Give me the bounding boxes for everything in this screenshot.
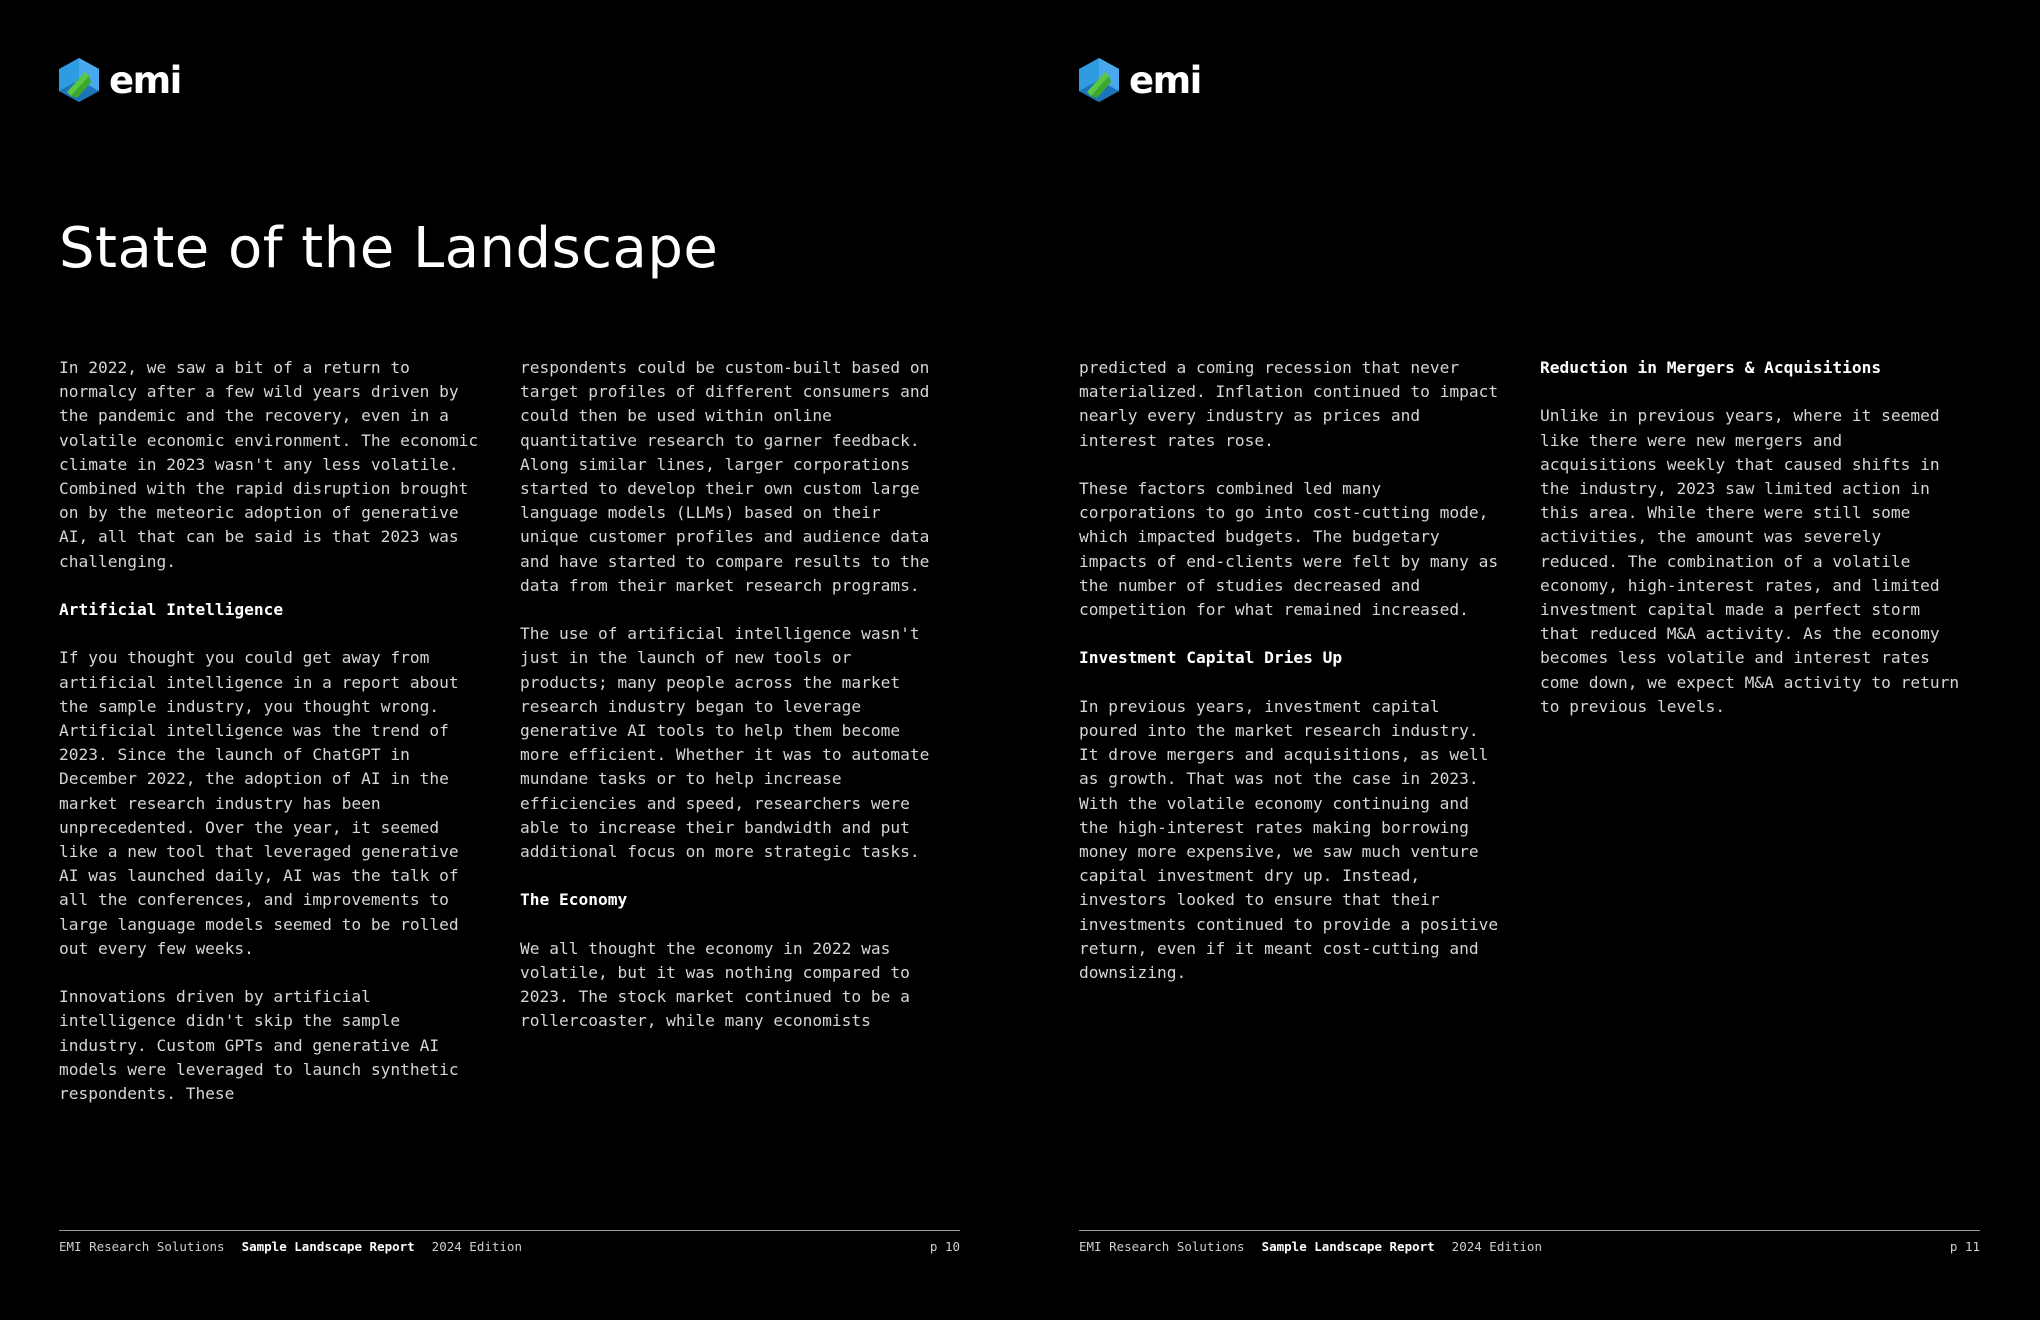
footer-org: EMI Research Solutions [1079, 1238, 1245, 1254]
footer-report-title: Sample Landscape Report [241, 1238, 415, 1254]
footer-divider [59, 1230, 960, 1231]
emi-hexagon-icon [59, 58, 99, 102]
logo [59, 58, 181, 102]
logo-wordmark: emi [109, 58, 181, 102]
footer-org: EMI Research Solutions [59, 1238, 225, 1254]
right-column-1 [1079, 356, 1499, 1009]
right-page [1020, 0, 2040, 1320]
paragraph: predicted a coming recession that never materialized. Inflation continued to impact nearly every industry as prices and interest rates rose. [1079, 358, 1499, 450]
section-heading: Reduction in Mergers & Acquisitions [1540, 358, 1882, 377]
page-number: p 11 [1949, 1238, 1980, 1254]
page-footer [59, 1238, 960, 1254]
footer-report-title: Sample Landscape Report [1261, 1238, 1435, 1254]
paragraph: In previous years, investment capital poured into the market research industry. It drove mergers and acquisitions, as well as growth. That was not the case in 2023. With the volatile economy continuing and the high-interest rates making borrowing money more expensive, we saw much venture capital investment dry up. Instead, investors looked to ensure that their investments continued to provide a positive return, even if it meant cost-cutting and downsizing. [1079, 696, 1499, 983]
paragraph: We all thought the economy in 2022 was volatile, but it was nothing compared to 2023. The stock market continued to be a rollercoaster, while many economists [520, 938, 910, 1031]
right-column-2 [1540, 356, 1960, 743]
paragraph: Unlike in previous years, where it seemed like there were new mergers and acquisitions weekly that caused shifts in the industry, 2023 saw limited action in this area. While there were still some activities, the amount was severely reduced. The combination of a volatile economy, high-interest rates, and limited investment capital made a perfect storm that reduced M&A activity. As the economy becomes less volatile and interest rates come down, we expect M&A activity to return to previous levels. [1540, 406, 1960, 716]
paragraph: respondents could be custom-built based on target profiles of different consumers and could then be used within online quantitative research to garner feedback. Along similar lines, larger corporations started to develop their own custom large language models (LLMs) based on their unique customer profiles and audience data and have started to compare results to the data from their market research programs. [520, 358, 930, 595]
section-heading: Artificial Intelligence [59, 600, 284, 620]
logo [1079, 58, 1201, 102]
left-column-1 [59, 356, 479, 1130]
paragraph: The use of artificial intelligence wasn't just in the launch of new tools or products; many people across the market research industry began to leverage generative AI tools to help them become more efficient. Whether it was to automate mundane tasks or to help increase efficiencies and speed, researchers were able to increase their bandwidth and put additional focus on more strategic tasks. [520, 624, 930, 862]
section-heading: Investment Capital Dries Up [1079, 648, 1343, 668]
page-title: State of the Landscape [59, 216, 719, 281]
paragraph: These factors combined led many corporations to go into cost-cutting mode, which impacted budgets. The budgetary impacts of end-clients were felt by many as the number of studies decreased and competition for what remained increased. [1079, 479, 1499, 620]
paragraph: In 2022, we saw a bit of a return to normalcy after a few wild years driven by the pandemic and the recovery, even in a volatile economic environment. The economic climate in 2023 wasn't any less volatile. Combined with the rapid disruption brought on by the meteoric adoption of generative AI, all that can be said is that 2023 was challenging. [59, 358, 479, 571]
footer-edition: 2024 Edition [1451, 1238, 1542, 1254]
paragraph: Innovations driven by artificial intelligence didn't skip the sample industry. Custom GPTs and generative AI models were leveraged to launch synthetic respondents. These [59, 987, 459, 1104]
footer-edition: 2024 Edition [431, 1238, 522, 1254]
page-footer [1079, 1238, 1980, 1254]
page-number: p 10 [929, 1238, 960, 1254]
left-column-2 [520, 356, 940, 1058]
section-heading: The Economy [520, 890, 628, 910]
emi-hexagon-icon [1079, 58, 1119, 102]
paragraph: If you thought you could get away from artificial intelligence in a report about the sample industry, you thought wrong. Artificial intelligence was the trend of 2023. Since the launch of ChatGPT in December 2022, the adoption of AI in the market research industry has been unprecedented. Over the year, it seemed like a new tool that leveraged generative AI was launched daily, AI was the talk of all the conferences, and improvements to large language models seemed to be rolled out every few weeks. [59, 648, 459, 958]
logo-wordmark: emi [1129, 58, 1201, 102]
footer-divider [1079, 1230, 1980, 1231]
